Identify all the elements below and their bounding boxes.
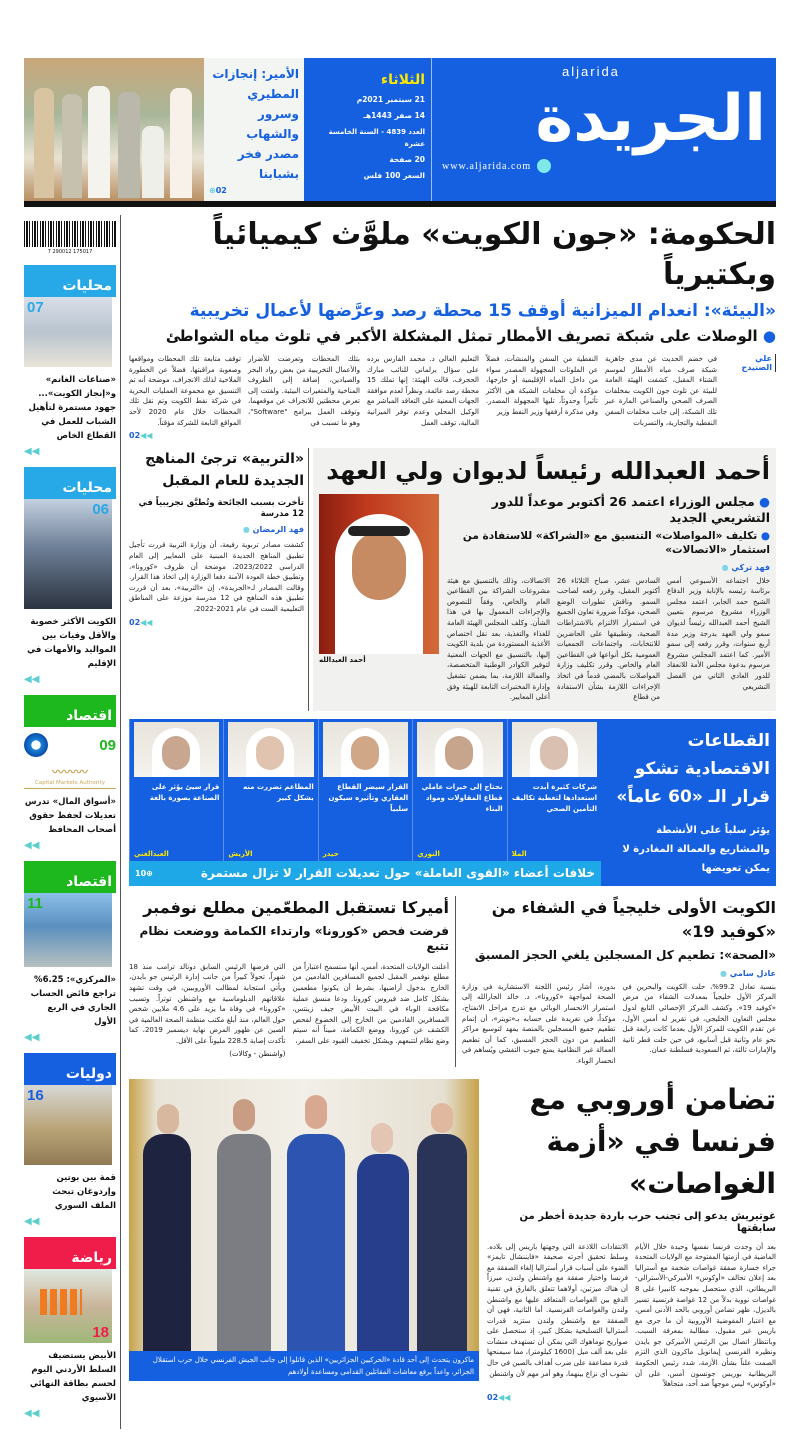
lead-column: في خضم الحديث عن مدى جاهزية شبكة صرف مياه الأمطار لموسم الشتاء المقبل، كشفت الهيئة العامة للبيئة عن تلوث جون الكويت بمخلفات الصرف الصحي والصناعي المارة عبر تلك الشبكة، إلى جانب مخلفات السفن النفطية والتجارية، والتسربات xyxy=(605,355,717,427)
economy-bottom-bar-text: خلافات أعضاء «القوى العاملة» حول تعديلات القرار لا تزال مستمرة xyxy=(200,865,595,880)
quote-text: المطاعم تضررت منه بشكل كبير xyxy=(243,782,314,802)
lead-page-ref[interactable] xyxy=(129,431,776,440)
international-teaser-text[interactable]: قمة بين بوتين وإردوغان تبحث الملف السوري xyxy=(52,1173,116,1211)
france-subhead[interactable]: غوتيريش يدعو إلى تجنب حرب باردة جديدة أخطر من سابقتها xyxy=(519,1210,776,1235)
page-number: 11 xyxy=(27,895,43,912)
quote-name: الملا xyxy=(511,849,527,858)
logo-en: aljarida xyxy=(562,64,620,79)
france-photo-caption: ماكرون يتحدث إلى أحد قادة «الحركيين الجزائريين» الذين قاتلوا إلى جانب الجيش الفرنسي خلال حرب استقلال الجزائر، واعداً برفع معاشات المقاتلين القدامى ومساعدة أولادهم xyxy=(129,1351,479,1381)
page-number: 09 xyxy=(99,736,116,754)
page-number: 07 xyxy=(27,299,44,316)
quote-name: العبدالغني xyxy=(133,849,169,858)
price: السعر 100 فلس xyxy=(363,171,425,180)
covid-column: بدوره، أشار رئيس اللجنة الاستشارية في وزارة الصحة لمواجهة «كورونا»، د. خالد الجارالله إلى استمرار الانحسار الوبائي مع تدرج مراحل الانفتاح، مؤكداً، في تغريدة على حسابه بـ«تويتر»، أن إتمام تطعيم جميع المسجلين بالمنصة يمهد لتوسيع مراكز التطعيم من دون الحجز المسبق، كما أن تطعيم العمالة غير النظامية يمنع جيوب التفشي ويُساهم في انحسار الوباء. xyxy=(462,982,616,1065)
covid-subhead[interactable]: «الصحة»: تطعيم كل المسجلين يلغي الحجز المسبق xyxy=(474,947,776,962)
date-box xyxy=(304,58,432,201)
curricula-body: كشفت مصادر تربوية رفيعة، أن وزارة التربية قررت تأجيل تطبيق المناهج الجديدة المبنية على المعايير إلى العام الدراسي 2023/2022، موضحة أن ظروف «كورونا»، وتطبيق خطة العودة الآمنة دفعا الوزارة إلى اتخاذ هذا القرار. وقالت المصادر لـ«الجريدة»، إن «التربية»، بعد أن قررت تطبيق هذه المناهج في 12 مدرسة موزعة على المناطق التعليمية الست في عام 2021-2022، xyxy=(129,541,305,613)
arrow-icon: ◀◀ xyxy=(24,840,40,851)
diwan-bullet[interactable] xyxy=(447,494,770,525)
page-ref-number: 10 xyxy=(135,868,147,878)
lead-column: التعليم العالي د. محمد الفارس برده على سؤال برلماني للنائب مبارك الحجرف، قالت الهيئة: إنها تملك 15 محطة رصد عائمة، ونظراً لعدم موافقة الجهات المعنية على التعاقد المباشر مع الوكيل المحلي وعدم توفر الميزانية المالية، توقف العمل xyxy=(367,355,479,427)
covid-column: بنسبة تعادل 99.2%، حلت الكويت والبحرين في المركز الأول خليجياً بمعدلات الشفاء من مرض «كوفيد 19». وكشف المركز الإحصائي التابع لدول مجلس التعاون الخليجي، في تقرير له أمس الأول، عن تقدم الكويت للمركز الأول بعدما كانت رابعة قبل نحو عام وثانية قبل أسابيع، في حين حلت قطر ثانية والإمارات ثالثة، ثم السعودية فسلطنة عمان. xyxy=(622,982,777,1055)
pages: 20 صفحة xyxy=(389,155,425,164)
section-label-local-2[interactable]: محليات xyxy=(24,467,116,499)
economy-quotes xyxy=(129,719,601,861)
usa-agency: (واشنطن - وكالات) xyxy=(229,1049,286,1058)
main-column xyxy=(121,215,776,1429)
quote-person-photo xyxy=(134,722,219,777)
page-number: 16 xyxy=(27,1087,44,1104)
masthead-rule xyxy=(24,201,776,207)
logo-dot xyxy=(537,159,551,173)
diwan-headline[interactable]: أحمد العبدالله رئيساً لديوان ولي العهد xyxy=(326,457,770,486)
page-ref-number: 02 xyxy=(129,431,141,441)
diwan-bullet[interactable] xyxy=(447,530,770,556)
economy-band xyxy=(129,719,776,886)
sports-teaser-photo[interactable] xyxy=(24,1269,112,1343)
cma-logo-text: Capital Markets Authority xyxy=(34,780,105,786)
section-label-international[interactable]: دوليات xyxy=(24,1053,116,1085)
arrow-icon: ◀◀ xyxy=(24,1032,40,1043)
lead-byline: علي الصنيدح xyxy=(724,354,776,372)
france-column: بعد أن وجدت فرنسا نفسها وحيدة خلال الأيام الماضية في أزمتها المفتوحة مع الولايات المتحدة جراء خسارة صفقة غواصات ضخمة مع أستراليا بعد إعلان تحالف «أوكوس» الأميركي-الأسترالي-البريطاني، الذي ستحصل بموجبه كانبيرا على 8 غواصات نووية بدلاً من 12 غواصة فرنسية تسير بالديزل، ظهر تضامن أوروبي بالحد الأدنى أمس، مع اعتبار المفوضية الأوروبية أن ما جرى مع باريس غير مقبول، مطالبة بمعرفة السبب. وبانتظار اتصال بين الرئيس الأميركي جو بايدن ونظيره الفرنسي إيمانويل ماكرون الذي التزم الصمت علناً بشأن الأزمة، شدد رئيس الحكومة البريطانية بوريس جونسون أمس، على أن «أوكوس» ليس موجهاً ضد أحد، متجاهلاً xyxy=(635,1242,776,1389)
teaser-page: 02 xyxy=(215,186,227,195)
international-teaser-photo[interactable] xyxy=(24,1085,112,1165)
barcode-digits: 7 290012 175017 xyxy=(47,249,93,255)
local-teaser-photo[interactable] xyxy=(24,297,112,367)
lead-bullet[interactable] xyxy=(129,327,776,346)
economy-bottom-bar[interactable] xyxy=(129,861,601,886)
barcode xyxy=(24,221,116,247)
day: الثلاثاء xyxy=(380,72,425,88)
lead-headline[interactable]: الحكومة: «جون الكويت» ملوَّث كيميائياً وبكتيرياً xyxy=(212,217,776,292)
local-2-teaser-text[interactable]: الكويت الأكثر خصوبة والأقل وفيات بين المواليد والأمهات في الإقليم xyxy=(27,617,116,669)
curricula-headline[interactable]: «التربية» ترجئ المناهج الجديدة للعام المقبل xyxy=(145,451,304,490)
local-2-teaser-photo[interactable] xyxy=(24,499,112,609)
bullet-icon: ● xyxy=(759,494,770,510)
arrow-icon: ◀◀ xyxy=(24,1408,40,1419)
economy-quote-card[interactable] xyxy=(223,719,317,861)
curricula-subhead[interactable]: تأخرت بسبب الجائحة وتُطبَّق تجريبياً في 12 مدرسة xyxy=(138,498,304,519)
arrow-icon: ◀◀ xyxy=(24,674,40,685)
logo-block xyxy=(432,58,776,201)
lead-subhead[interactable]: «البيئة»: انعدام الميزانية أوقف 15 محطة رصد وعرَّضها لأعمال تخريبية xyxy=(189,301,776,321)
arrow-icon: ◀◀ xyxy=(24,446,40,457)
diwan-column: السادس عشر، صباح الثلاثاء 26 أكتوبر المقبل، وقرر رفعه لصاحب السمو. وناقش تطورات الوضع الصحي، مؤكداً ضرورة تعاون الجميع في استمرار الالتزام بالاشتراطات الصحية، وتطبيقها على الحاضرين للانتخابات، واجتماعات الجمعيات العمومية بكل أنواعها في القطاعين العام والخاص. وقرر تكليف وزارة المواصلات بالمضي قدماً في اتخاذ الإجراءات اللازمة بشأن الاستفادة من قطاع xyxy=(557,576,660,702)
economy-2-teaser-text[interactable]: «المركزي»: 6.25% تراجع فائض الحساب الجاري في الربع الأول xyxy=(30,975,116,1027)
page-body xyxy=(24,215,776,1429)
section-label-sports[interactable]: رياضة xyxy=(24,1237,116,1269)
bullet-icon: ● xyxy=(760,530,770,543)
teaser-box[interactable] xyxy=(204,58,304,201)
sidebar xyxy=(24,215,121,1429)
diwan-column: خلال اجتماعه الأسبوعي أمس برئاسة رئيسه بالإنابة وزير الدفاع الشيخ حمد الجابر، اعتمد مجلس الوزراء مشروع مرسوم بتعيين الشيخ أحمد العبدالله رئيساً لديوان سمو ولي العهد بدرجة وزير مدة أربع سنوات، وقرر رفعه إلى سمو الأمير. كما اعتمد المجلس مشروع مرسوم بدعوة مجلس الأمة للانعقاد للدور العادي الثاني من الفصل التشريعي xyxy=(667,576,770,691)
quote-name: حيدر xyxy=(322,849,339,858)
france-row xyxy=(129,1079,776,1402)
france-page-ref[interactable] xyxy=(487,1393,776,1402)
page-ref-number: 02 xyxy=(487,1392,499,1402)
quote-text: شركات كثيرة أبدت استعدادها لتغطية تكاليف التأمين الصحي xyxy=(512,782,597,813)
lead-bullet-text: الوصلات على شبكة تصريف الأمطار تمثل المشكلة الأكبر في تلوث مياه الشواطئ xyxy=(165,327,758,346)
lead-column: النفطية من السفن والمنشآت، فضلاً عن الملوثات المجهولة المصدر سواء من داخل المياه الإقليمية أو خارجها، مؤكدة أن مخلفات الشبكة هي الأكثر تأثيراً وحدوثاً، تليها المجهولة المصدر. وفي مذكرة أرفقها وزير النفط وزير xyxy=(486,355,598,416)
page-number: 06 xyxy=(92,501,109,518)
diwan-row xyxy=(129,448,776,711)
bullet-icon: ● xyxy=(762,327,776,346)
quote-text: القرار سيضر القطاع العقاري وتأثيره سيكون سلبياً xyxy=(328,782,409,813)
economy-2-teaser-photo[interactable] xyxy=(24,893,112,967)
cma-logo xyxy=(24,763,116,789)
lead-column: توقف متابعة تلك المحطات ومواقعها وصعوبة مراقبتها، فضلاً عن الخطورة الملاحية لذلك الانجراف، موضحة أنه تم التنسيق مع مجموعة العمليات البحرية في شركة نفط الكويت وتم نقل تلك المحطات خلال عام 2020 لأحد المواقع التابعة للشركة مؤقتاً. xyxy=(129,355,241,427)
lead-column: بتلك المحطات وتعرضت للأضرار والأعمال التخريبية من بعض رواد البحر والصيادين، إضافة إلى الظروف المناخية والمتغيرات البيئية. ولفتت إلى تعرض محطتين للانجراف عن موقعهما، وتوقف العمل ببرامج "Software"، وهو ما تسبب في xyxy=(248,355,360,427)
covid-usa-row xyxy=(129,896,776,1067)
economy-quote-card[interactable] xyxy=(129,719,223,861)
teaser-photo xyxy=(24,58,204,201)
date-hijri: 14 صفر 1443هـ xyxy=(363,111,425,120)
diwan-bullet-text: مجلس الوزراء اعتمد 26 أكتوبر موعداً للدور التشريعي الجديد xyxy=(491,494,770,525)
quote-person-photo xyxy=(417,722,502,777)
quote-text: نحتاج إلى خبرات عاملي قطاع المقاولات ومواد البناء xyxy=(421,782,503,813)
usa-column: أعلنت الولايات المتحدة، أمس، أنها ستسمح اعتباراً من مطلع نوفمبر المقبل لجميع المسافرين القادمين من الخارج بدخول أراضيها، بشرط أن يكونوا مطعمين بشكل كامل ضد فيروس كورونا. ودعا منسق عملية مكافحة الوباء في البيت الأبيض جيف زينتس، المسافرين القادمين من الخارج إلى الخضوع لفحص الكشف عن كورونا، ووضع الكمامة، مبيناً أنه سيتم وضع نظام لتتبعهم. ويشكل تخفيف القيود على السفر، xyxy=(292,962,449,1045)
section-label-local[interactable]: محليات xyxy=(24,265,116,297)
plus-icon: ⊕ xyxy=(146,868,153,878)
france-photo xyxy=(129,1079,479,1351)
quote-text: قرار سيئ يؤثر على الصناعة بصورة بالغة xyxy=(149,782,220,802)
curricula xyxy=(129,448,309,711)
curricula-byline: فهد الرمضان ● xyxy=(129,525,304,534)
diwan-panel xyxy=(313,448,776,711)
plus-icon: ⊕ xyxy=(209,186,216,195)
usa xyxy=(129,896,456,1067)
lead-columns xyxy=(129,354,776,428)
economy-quote-card[interactable] xyxy=(412,719,506,861)
france-headline[interactable]: تضامن أوروبي مع فرنسا في «أزمة الغواصات» xyxy=(529,1082,776,1200)
quote-person-photo xyxy=(323,722,408,777)
covid-headline[interactable]: الكويت الأولى خليجياً في الشفاء من «كوفيد 19» xyxy=(491,897,776,941)
cma-logo-mark: 〰〰〰 xyxy=(51,765,88,779)
section-label-economy[interactable]: اقتصاد xyxy=(24,695,116,727)
masthead xyxy=(304,58,776,201)
quote-person-photo xyxy=(228,722,313,777)
diwan-column: الاتصالات، وذلك بالتنسيق مع هيئة مشروعات الشراكة بين القطاعين العام والخاص، وفقاً للنصوص والإجراءات المعمول بها في هذا الشأن. وكلف المجلس الهيئة العامة للغذاء والتغذية، بعد نقل اختصاص الأغذية المستوردة من بلدية الكويت إليها، بالتنسيق مع الجهات المعنية لتوفير الكوادر الوطنية المتخصصة، والعمالة اللازمة، بما يضمن تشغيل وإدارة المختبرات التابعة للهيئة وفق أعلى المعايير. xyxy=(447,576,550,702)
usa-subhead[interactable]: فرضت فحص «كورونا» وارتداء الكمامة ووضعت نظام تتبع xyxy=(139,923,449,953)
quote-name: الأربش xyxy=(228,849,253,858)
quote-person-photo xyxy=(512,722,597,777)
diwan-photo-caption: أحمد العبدالله xyxy=(319,656,366,665)
date-greg: 21 سبتمبر 2021م xyxy=(356,95,425,104)
covid-byline: عادل سامي ● xyxy=(462,969,776,978)
arrow-icon: ◀◀ xyxy=(498,1392,511,1402)
quote-name: النوري xyxy=(417,849,440,858)
economy-page-ref[interactable] xyxy=(135,869,153,878)
economy-quote-card[interactable] xyxy=(507,719,601,861)
usa-column: التي فرضها الرئيس السابق دونالد ترامب منذ 18 شهراً، تحولاً كبيراً من جانب إدارة الرئيس جو بايدن، ويأتي استجابة لمطالب الأوروبيين، في وقت تشهد علاقاتهم الدبلوماسية مع واشنطن توتراً. وتسبب «كورونا» في وفاة ما يزيد على 4.6 ملايين شخص حول العالم، منذ أبلغ مكتب منظمة الصحة العالمية في الصين عن ظهور المرض نهاية ديسمبر 2019، كما تأكدت إصابة 228.5 مليوناً على الأقل. xyxy=(129,962,286,1045)
economy-quote-card[interactable] xyxy=(318,719,412,861)
curricula-page-ref[interactable] xyxy=(129,618,304,627)
economy-teaser-text[interactable]: «أسواق المال» تدرس تعديلات لحفظ حقوق أصحاب المحافظ xyxy=(24,797,116,835)
economy-subhead[interactable]: يؤثر سلباً على الأنشطة والمشاريع والعمالة المغادرة لا يمكن تعويضها xyxy=(622,824,770,874)
issue: العدد 4839 - السنة الخامسة عشرة xyxy=(328,128,425,148)
arrow-icon: ◀◀ xyxy=(24,1216,40,1227)
covid xyxy=(456,896,776,1067)
arrow-icon: ◀◀ xyxy=(140,617,153,627)
sports-teaser-text[interactable]: الأبيض يستضيف السلط الأردني اليوم لحسم بطاقة النهائي الآسيوي xyxy=(29,1351,116,1403)
diwan-bullet-text: تكليف «المواصلات» التنسيق مع «الشراكة» للاستفادة من استثمار «الاتصالات» xyxy=(462,530,770,556)
page-number: 18 xyxy=(92,1324,109,1341)
section-label-economy-2[interactable]: اقتصاد xyxy=(24,861,116,893)
arrow-icon: ◀◀ xyxy=(140,431,153,441)
page-ref-number: 02 xyxy=(129,617,141,627)
company-logo xyxy=(24,733,48,757)
teaser-headline[interactable]: الأمير: إنجازات المطيري وسرور والشهاب مصدر فخر بشبابنا xyxy=(212,67,299,181)
economy-headline[interactable]: القطاعات الاقتصادية تشكو قرار الـ «60 عاماً» xyxy=(616,730,770,807)
masthead-row xyxy=(24,58,776,201)
url[interactable]: www.aljarida.com xyxy=(442,160,532,172)
local-teaser-text[interactable]: «صناعات الغانم» و«إنجاز الكويت»... جهود مستمرة لتأهيل الشباب للعمل في القطاع الخاص xyxy=(28,375,116,441)
logo: الجريدة xyxy=(535,82,766,156)
diwan-byline: فهد تركي ● xyxy=(447,563,770,572)
usa-headline[interactable]: أميركا تستقبل المطعّمين مطلع نوفمبر xyxy=(143,897,449,917)
france-column: الانتقادات اللاذعة التي وجهتها باريس إلى بلاده. وسلط تحقيق أجرته صحيفة «فايننشال تايمز» الضوء على أسباب قرار أستراليا إلغاء الصفقة مع فرنسا واختيار صفقة مع واشنطن ولندن، مبرزاً أن هناك ميزتين، أولاهما تتعلق بالفارق في تقنية الدفع بين الغواصات المتعاقد عليها مع واشنطن ولندن والغواصات الفرنسية. أما الثانية، فهي أن الصفقة مع واشنطن ولندن ستزيد قدرات أستراليا التسليحية بشكل كبير، إذ ستحصل على صواريخ توماهوك التي يمكن أن تستهدف منشآت على بعد ألف ميل (1600 كيلومتر)، مما سيمنحها قدرة مضاعفة على ضرب أهداف بالصين في حال نشوب أي نزاع بينهما، وهو أمر مهم لأن واشنطن xyxy=(487,1242,628,1378)
diwan-photo xyxy=(319,494,439,654)
